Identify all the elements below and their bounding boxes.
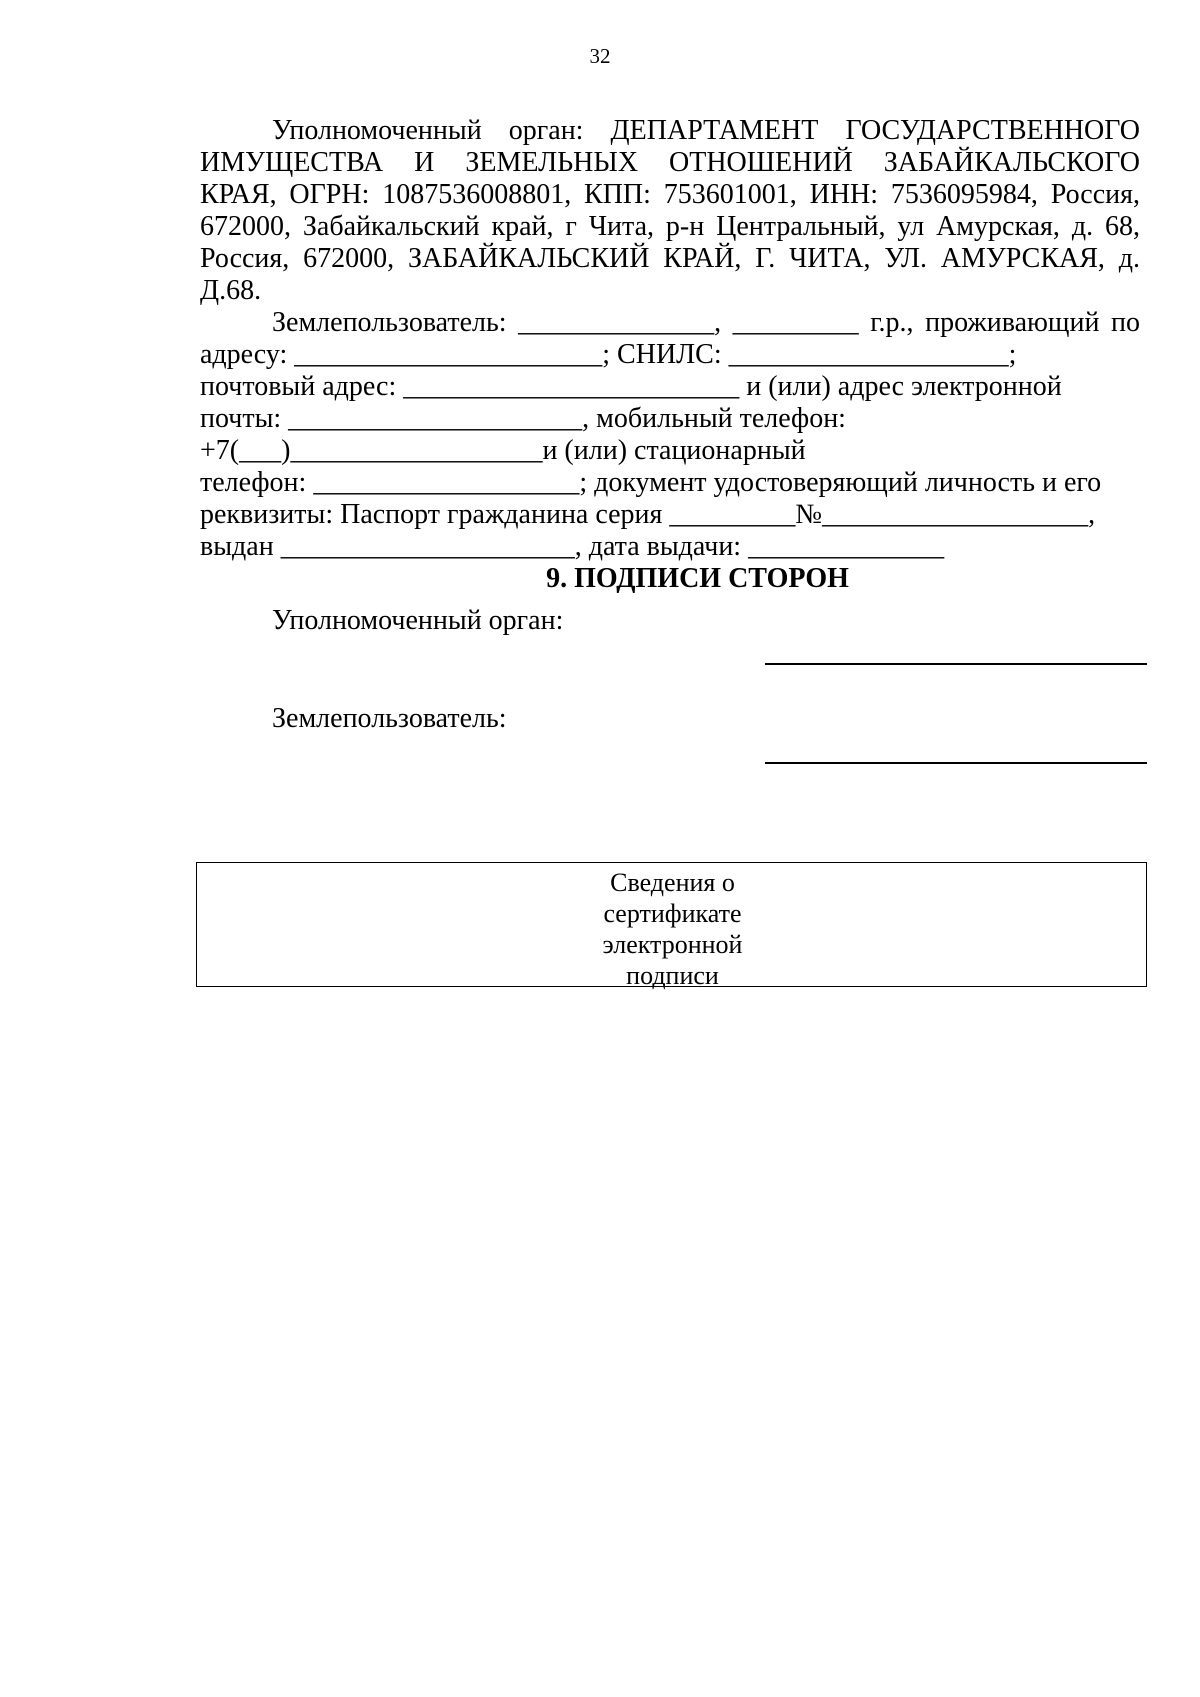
authority-line: Россия, 672000, ЗАБАЙКАЛЬСКИЙ КРАЙ, Г. ЧИТА, УЛ. АМУРСКАЯ, д. [200, 243, 1140, 274]
certificate-line: Сведения о [610, 868, 735, 897]
land-user-line: Землепользователь: ______________, _________ г.р., проживающий по [272, 307, 1140, 338]
certificate-line: электронной [602, 930, 743, 959]
authority-line: Д.68. [200, 275, 262, 306]
section-heading: 9. ПОДПИСИ СТОРОН [546, 563, 849, 594]
authority-signature-line [765, 663, 1147, 665]
land-user-signature-label: Землепользователь: [272, 703, 507, 734]
land-user-signature-line [765, 762, 1147, 764]
land-user-line: выдан _____________________, дата выдачи: ______________ [200, 531, 945, 562]
land-user-line: +7(___)__________________и (или) стационарный [200, 435, 806, 466]
document-body [200, 115, 1140, 595]
land-user-line: почты: _____________________, мобильный телефон: [200, 403, 846, 434]
certificate-info-text [197, 867, 1148, 991]
authority-line: Уполномоченный орган: ДЕПАРТАМЕНТ ГОСУДАРСТВЕННОГО [272, 115, 1140, 146]
land-user-line: почтовый адрес: ________________________ и (или) адрес электронной [200, 371, 1062, 402]
authority-line: ИМУЩЕСТВА И ЗЕМЕЛЬНЫХ ОТНОШЕНИЙ ЗАБАЙКАЛЬСКОГО [200, 147, 1140, 178]
certificate-info-box [196, 862, 1147, 990]
certificate-line: подписи [626, 961, 719, 990]
land-user-line: адресу: ______________________; СНИЛС: ____________________; [200, 339, 1017, 370]
land-user-line: реквизиты: Паспорт гражданина серия _________№___________________, [200, 499, 1096, 530]
authority-line: КРАЯ, ОГРН: 1087536008801, КПП: 753601001, ИНН: 7536095984, Россия, [200, 179, 1140, 210]
authority-signature-label: Уполномоченный орган: [272, 605, 564, 636]
certificate-line: сертификате [603, 899, 742, 928]
land-user-paragraph [200, 307, 1140, 563]
land-user-line: телефон: ___________________; документ удостоверяющий личность и его [200, 467, 1102, 498]
page-number: 32 [589, 44, 611, 68]
authority-line: 672000, Забайкальский край, г Чита, р-н Центральный, ул Амурская, д. 68, [200, 211, 1140, 242]
authority-paragraph [200, 115, 1140, 307]
